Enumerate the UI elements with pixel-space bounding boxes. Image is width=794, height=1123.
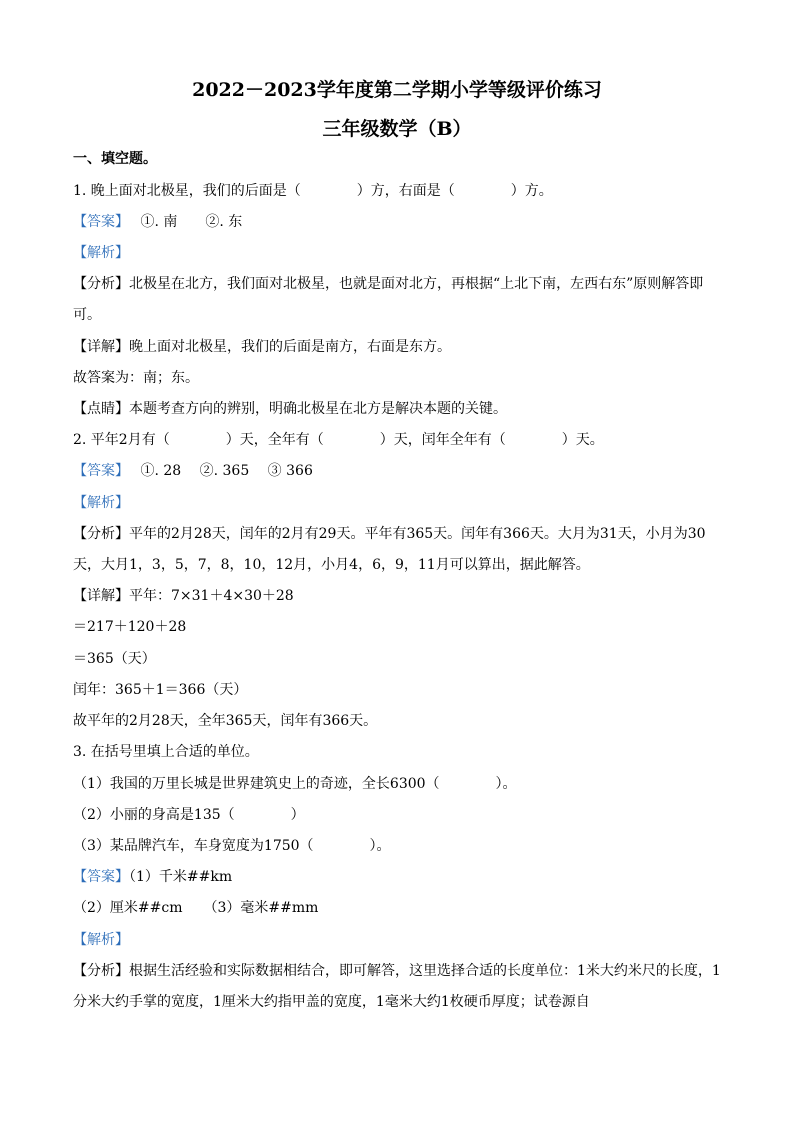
answer-cont: （2）厘米##cm （3）毫米##mm — [73, 900, 319, 916]
calc-step: ＝217＋120＋28 — [73, 619, 187, 635]
dianjing-tag: 【点睛】 — [73, 401, 129, 417]
answer-tag: 【答案】 — [73, 463, 122, 479]
dianjing-text: 本题考查方向的辨别，明确北极星在北方是解决本题的关键。 — [129, 401, 507, 417]
xiangjie-text: 晚上面对北极星，我们的后面是南方，右面是东方。 — [129, 339, 451, 355]
answer-tag: 【答案】 — [73, 869, 129, 885]
fenxi-text: 根据生活经验和实际数据相结合，即可解答，这里选择合适的长度单位：1米大约米尺的长度，1 — [129, 963, 721, 979]
section-heading: 一、填空题。 — [73, 151, 157, 167]
question-2: 2. 平年2月有（ ）天，全年有（ ）天，闰年全年有（ ）天。 — [73, 432, 604, 448]
analysis-tag: 【解析】 — [73, 495, 129, 511]
dianjing-line — [73, 400, 507, 418]
fenxi-line — [73, 962, 721, 980]
answer-line-2 — [73, 462, 313, 480]
fenxi-tag: 【分析】 — [73, 963, 129, 979]
question-3: 3. 在括号里填上合适的单位。 — [73, 744, 259, 760]
xiangjie-line — [73, 587, 294, 605]
sub-question: （3）某品牌汽车，车身宽度为1750（ ）。 — [73, 838, 391, 854]
analysis-tag: 【解析】 — [73, 932, 129, 948]
fenxi-cont: 分米大约手掌的宽度，1厘米大约指甲盖的宽度，1毫米大约1枚硬币厚度；试卷源自 — [73, 994, 590, 1010]
fenxi-tag: 【分析】 — [73, 276, 129, 292]
calc-step: ＝365（天） — [73, 651, 156, 667]
analysis-tag: 【解析】 — [73, 245, 129, 261]
sub-question: （2）小丽的身高是135（ ） — [73, 807, 305, 823]
xiangjie-tag: 【详解】 — [73, 588, 129, 604]
fenxi-line — [73, 525, 706, 543]
fenxi-line — [73, 275, 703, 293]
leap-year-calc: 闰年：365＋1＝366（天） — [73, 682, 248, 698]
conclusion: 故答案为：南；东。 — [73, 370, 199, 386]
fenxi-text: 平年的2月28天，闰年的2月有29天。平年有365天。闰年有366天。大月为31天，小月为30 — [129, 526, 706, 542]
sub-question: （1）我国的万里长城是世界建筑史上的奇迹，全长6300（ ）。 — [73, 776, 517, 792]
fenxi-cont: 天，大月1，3，5，7，8，10，12月，小月4，6，9，11月可以算出，据此解答。 — [73, 557, 590, 573]
fenxi-tag: 【分析】 — [73, 526, 129, 542]
conclusion: 故平年的2月28天，全年365天，闰年有366天。 — [73, 713, 378, 729]
page-subtitle: 三年级数学（B） — [322, 118, 472, 140]
fenxi-text: 北极星在北方，我们面对北极星，也就是面对北方，再根据“上北下南，左西右东”原则解答即 — [129, 276, 704, 292]
answer-text: ①. 南 ②. 东 — [122, 214, 243, 230]
answer-tag: 【答案】 — [73, 214, 122, 230]
answer-line-3 — [73, 868, 232, 886]
fenxi-cont: 可。 — [73, 307, 101, 323]
answer-line-1 — [73, 213, 242, 231]
xiangjie-text: 平年：7×31＋4×30＋28 — [129, 588, 294, 604]
page-title: 2022－2023学年度第二学期小学等级评价练习 — [192, 79, 602, 101]
xiangjie-line — [73, 338, 451, 356]
xiangjie-tag: 【详解】 — [73, 339, 129, 355]
answer-text: ①. 28 ②. 365 ③ 366 — [122, 463, 313, 479]
answer-text: （1）千米##km — [129, 869, 233, 885]
question-1: 1. 晚上面对北极星，我们的后面是（ ）方，右面是（ ）方。 — [73, 183, 553, 199]
